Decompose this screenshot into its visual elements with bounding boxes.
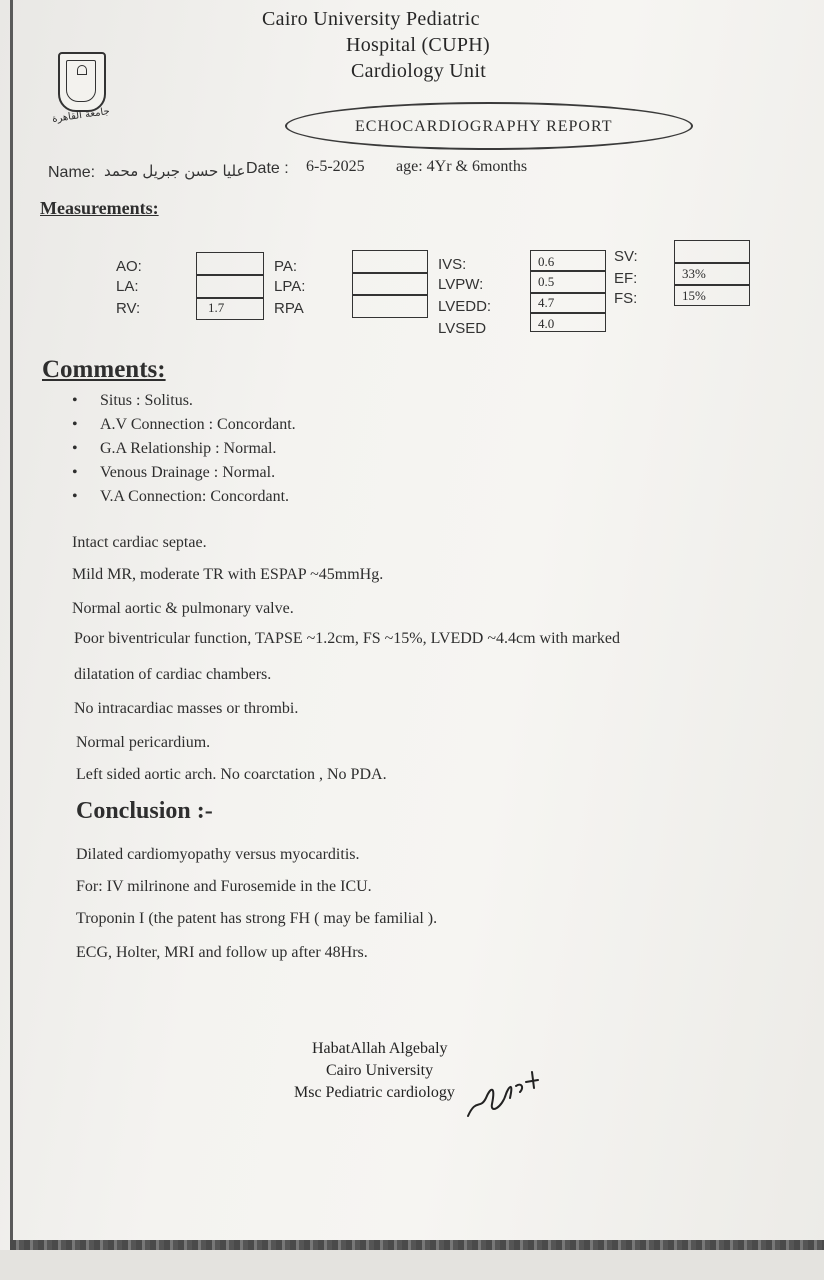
comment-bullet-5: • V.A Connection: Concordant. xyxy=(100,488,289,506)
label-pa: PA: xyxy=(274,258,298,275)
comment-bullet-3: • G.A Relationship : Normal. xyxy=(100,440,276,458)
signature-institution: Cairo University xyxy=(326,1062,434,1079)
finding-3: Normal aortic & pulmonary valve. xyxy=(72,600,294,617)
value-ivs: 0.6 xyxy=(538,254,555,269)
page-edge-bottom xyxy=(10,1240,824,1250)
finding-2: Mild MR, moderate TR with ESPAP ~45mmHg. xyxy=(72,566,384,583)
university-logo xyxy=(58,52,106,112)
label-lvpw: LVPW: xyxy=(438,276,484,293)
value-rv: 1.7 xyxy=(208,300,225,315)
label-ivs: IVS: xyxy=(438,256,467,273)
finding-7: Normal pericardium. xyxy=(76,734,211,751)
comments-title: Comments: xyxy=(42,356,166,383)
comment-bullet-1: • Situs : Solitus. xyxy=(100,392,193,410)
label-ao: AO: xyxy=(116,258,142,275)
measurement-box-1 xyxy=(196,252,264,320)
value-lvsed: 4.0 xyxy=(538,316,555,331)
label-fs: FS: xyxy=(614,290,638,307)
label-lvsed: LVSED xyxy=(438,320,487,337)
conclusion-line-1: Dilated cardiomyopathy versus myocarditis. xyxy=(76,846,360,863)
finding-8: Left sided aortic arch. No coarctation , No PDA. xyxy=(76,766,387,783)
value-fs: 15% xyxy=(682,288,706,303)
label-lvedd: LVEDD: xyxy=(438,298,492,315)
label-sv: SV: xyxy=(614,248,638,265)
date-value: 6-5-2025 xyxy=(306,158,365,175)
header-line-2: Hospital (CUPH) xyxy=(346,34,490,56)
logo-caption: جامعة القاهرة xyxy=(51,106,111,125)
header-line-3: Cardiology Unit xyxy=(351,60,487,82)
conclusion-line-2: For: IV milrinone and Furosemide in the ICU. xyxy=(76,878,372,895)
comment-bullet-2: • A.V Connection : Concordant. xyxy=(100,416,296,434)
label-lpa: LPA: xyxy=(274,278,306,295)
name-label: Name: xyxy=(48,164,96,181)
label-la: LA: xyxy=(116,278,139,295)
finding-5: dilatation of cardiac chambers. xyxy=(74,666,272,683)
page-edge-left xyxy=(10,0,13,1248)
label-rv: RV: xyxy=(116,300,141,317)
value-ef: 33% xyxy=(682,266,706,281)
date-label: Date : xyxy=(246,160,289,177)
signature-title: Msc Pediatric cardiology xyxy=(294,1084,455,1101)
conclusion-line-4: ECG, Holter, MRI and follow up after 48Hrs. xyxy=(76,944,368,961)
label-ef: EF: xyxy=(614,270,638,287)
name-value: عليا حسن جبريل محمد xyxy=(104,163,246,180)
handwritten-signature xyxy=(462,1058,542,1128)
age-text: age: 4Yr & 6months xyxy=(396,158,528,175)
finding-1: Intact cardiac septae. xyxy=(72,534,207,551)
finding-4: Poor biventricular function, TAPSE ~1.2cm, FS ~15%, LVEDD ~4.4cm with marked xyxy=(74,630,620,647)
value-lvedd: 4.7 xyxy=(538,295,555,310)
conclusion-line-3: Troponin I (the patent has strong FH ( may be familial ). xyxy=(76,910,438,927)
header-line-1: Cairo University Pediatric xyxy=(262,8,480,30)
value-lvpw: 0.5 xyxy=(538,274,555,289)
signature-name: HabatAllah Algebaly xyxy=(312,1040,448,1057)
report-title: ECHOCARDIOGRAPHY REPORT xyxy=(355,118,613,135)
comment-bullet-4: • Venous Drainage : Normal. xyxy=(100,464,275,482)
conclusion-title: Conclusion :- xyxy=(76,798,213,824)
measurement-box-2 xyxy=(352,250,428,318)
measurements-title: Measurements: xyxy=(40,198,159,218)
label-rpa: RPA xyxy=(274,300,304,317)
finding-6: No intracardiac masses or thrombi. xyxy=(74,700,299,717)
